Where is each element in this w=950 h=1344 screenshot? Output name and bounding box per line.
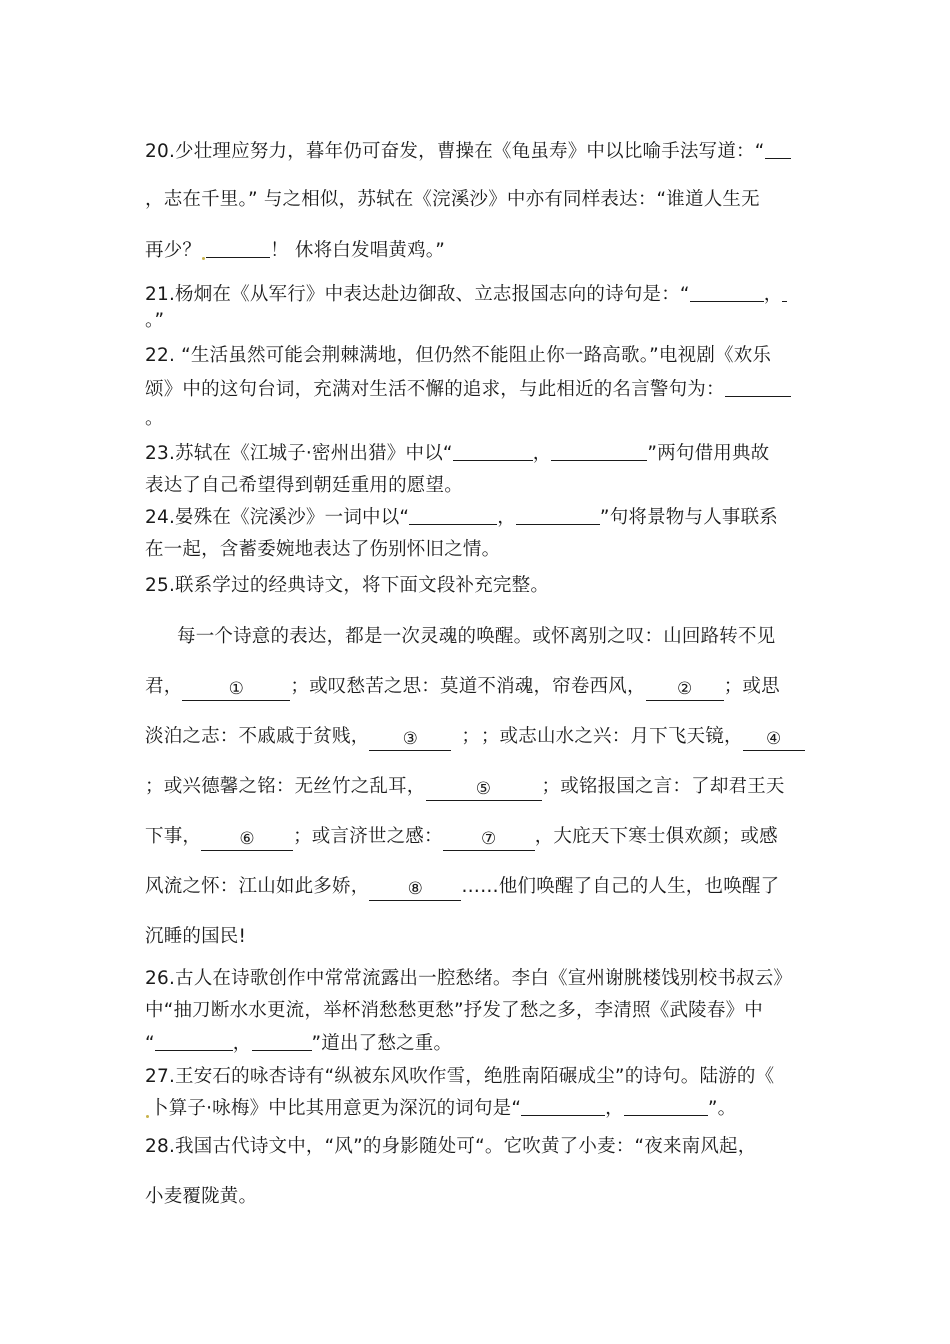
q20-blank-2[interactable] bbox=[206, 237, 270, 258]
q25-blank-5[interactable]: ⑤ bbox=[426, 778, 542, 801]
q27-blank-2[interactable] bbox=[624, 1095, 708, 1116]
q25-blank-7[interactable]: ⑦ bbox=[443, 828, 535, 851]
q20-line3: 再少？ ！ 休将白发唱黄鸡。” bbox=[145, 237, 810, 264]
q26-line2: 中“抽刀断水水更流，举杯消愁愁更愁”抒发了愁之多，李清照《武陵春》中 bbox=[145, 1000, 763, 1021]
q25-blank-6[interactable]: ⑥ bbox=[201, 828, 293, 851]
q28-line2: 小麦覆陇黄。 bbox=[145, 1186, 258, 1207]
q24-line2: 在一起，含蓄委婉地表达了伤别怀旧之情。 bbox=[145, 539, 501, 560]
q24-blank-2[interactable] bbox=[516, 504, 600, 525]
q27-blank-1[interactable] bbox=[521, 1095, 605, 1116]
q22-blank-1[interactable] bbox=[725, 376, 791, 397]
annotation-mark bbox=[146, 1115, 149, 1118]
q23-line2: 表达了自己希望得到朝廷重用的愿望。 bbox=[145, 475, 463, 496]
q25-blank-3[interactable]: ③ bbox=[369, 728, 451, 751]
q26-line3: “ ， ”道出了愁之重。 bbox=[145, 1030, 810, 1057]
q25-paragraph-line7: 沉睡的国民! bbox=[145, 926, 247, 947]
q21-line2: 。” bbox=[145, 310, 165, 331]
q22-line3: 。 bbox=[145, 408, 164, 429]
q26-blank-1[interactable] bbox=[155, 1030, 233, 1051]
q20-line2: ，志在千里。” 与之相似，苏轼在《浣溪沙》中亦有同样表达：“谁道人生无 bbox=[145, 189, 760, 210]
q21-blank-2[interactable] bbox=[782, 281, 787, 302]
q20-blank-1[interactable] bbox=[765, 138, 791, 159]
q26-blank-2[interactable] bbox=[252, 1030, 312, 1051]
q25-paragraph-line5: 下事， ⑥ ；或言济世之感： ⑦ ，大庇天下寒士俱欢颜；或感 bbox=[145, 826, 778, 849]
q27-line2: 卜算子·咏梅》中比其用意更为深沉的词句是“ ， ”。 bbox=[145, 1095, 810, 1122]
annotation-mark bbox=[202, 257, 205, 260]
q25-paragraph-line1: 每一个诗意的表达，都是一次灵魂的唤醒。或怀离别之叹：山回路转不见 bbox=[177, 626, 776, 647]
q26-line1: 26.古人在诗歌创作中常常流露出一腔愁绪。李白《宣州谢朓楼饯别校书叔云》 bbox=[145, 968, 793, 989]
q23-blank-2[interactable] bbox=[551, 440, 647, 461]
q25-paragraph-line2: 君， ① ；或叹愁苦之思：莫道不消魂，帘卷西风， ② ；或思 bbox=[145, 676, 780, 699]
q22-line1: 22. “生活虽然可能会荆棘满地，但仍然不能阻止你一路高歌。”电视剧《欢乐 bbox=[145, 345, 772, 366]
q28-line1: 28.我国古代诗文中，“风”的身影随处可“。它吹黄了小麦：“夜来南风起， bbox=[145, 1136, 757, 1157]
q25-blank-8[interactable]: ⑧ bbox=[369, 878, 461, 901]
q22-line2: 颂》中的这句台词，充满对生活不懈的追求，与此相近的名言警句为： bbox=[145, 376, 810, 403]
q24-line1: 24.晏殊在《浣溪沙》一词中以“ ， ”句将景物与人事联系 bbox=[145, 504, 810, 531]
q27-line1: 27.王安石的咏杏诗有“纵被东风吹作雪，绝胜南陌碾成尘”的诗句。陆游的《 bbox=[145, 1066, 775, 1087]
q21-blank-1[interactable] bbox=[690, 281, 764, 302]
q25-paragraph-line3: 淡泊之志：不戚戚于贫贱， ③ ； ；或志山水之兴：月下飞天镜， ④ bbox=[145, 724, 810, 751]
q25-paragraph-line4: ；或兴德馨之铭：无丝竹之乱耳， ⑤ ；或铭报国之言：了却君王天 bbox=[145, 776, 785, 799]
q23-blank-1[interactable] bbox=[453, 440, 533, 461]
q25-blank-1[interactable]: ① bbox=[182, 678, 290, 701]
q25-blank-2[interactable]: ② bbox=[646, 678, 724, 701]
q25-line1: 25.联系学过的经典诗文，将下面文段补充完整。 bbox=[145, 575, 550, 596]
q24-blank-1[interactable] bbox=[409, 504, 497, 525]
q25-blank-4[interactable]: ④ bbox=[743, 728, 805, 751]
q21-line1: 21.杨炯在《从军行》中表达赴边御敌、立志报国志向的诗句是：“ ， bbox=[145, 281, 810, 308]
q23-line1: 23.苏轼在《江城子·密州出猎》中以“ ， ”两句借用典故 bbox=[145, 440, 810, 467]
q25-paragraph-line6: 风流之怀：江山如此多娇， ⑧ ……他们唤醒了自己的人生，也唤醒了 bbox=[145, 876, 780, 899]
q20-line1: 20.少壮理应努力，暮年仍可奋发，曹操在《龟虽寿》中以比喻手法写道：“ bbox=[145, 138, 810, 165]
